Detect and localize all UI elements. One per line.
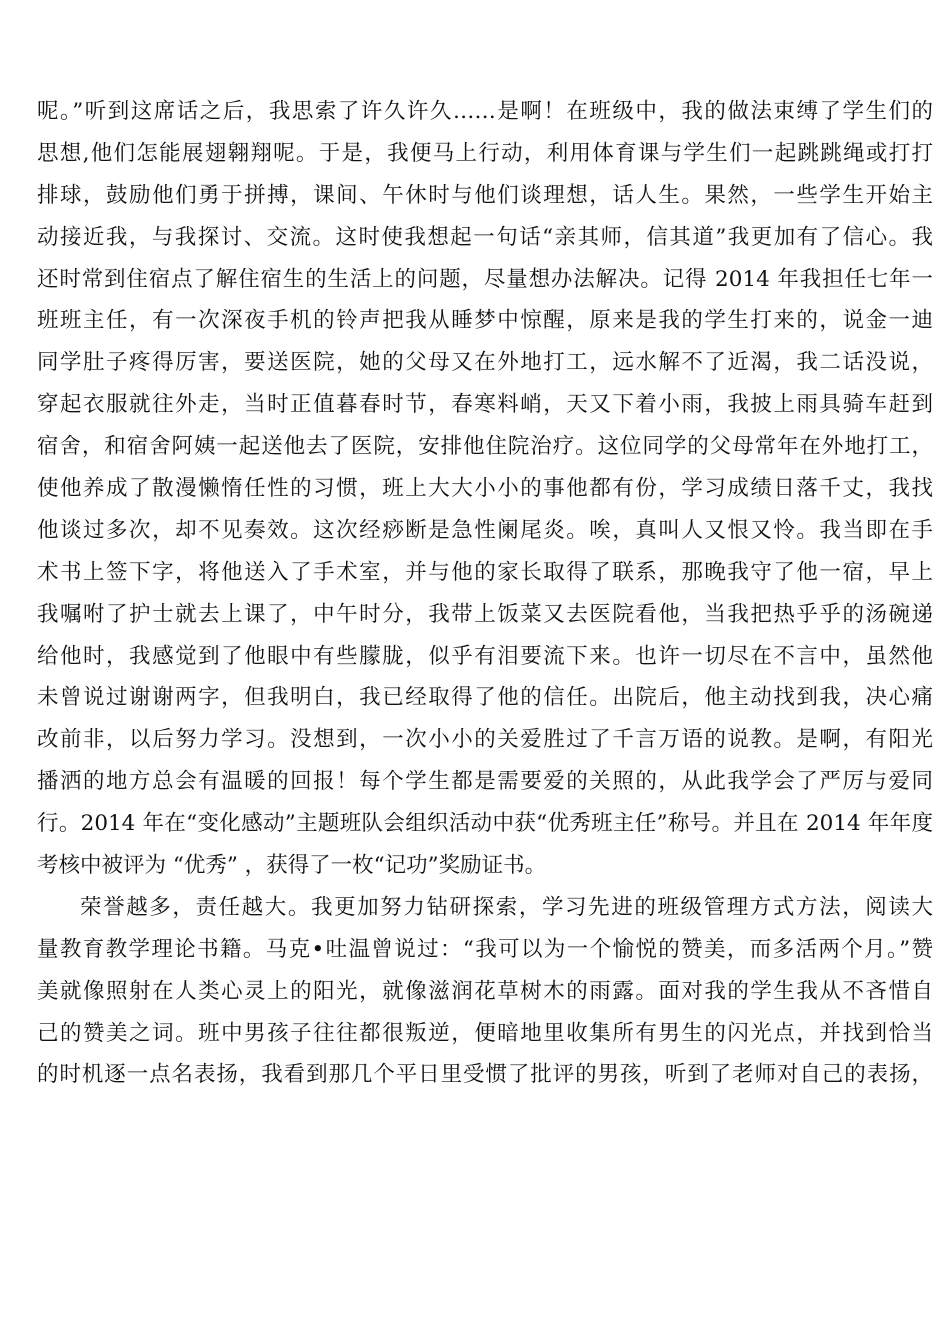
text-line: 己的赞美之词。班中男孩子往往都很叛逆，便暗地里收集所有男生的闪光点，并找到恰当 bbox=[37, 1020, 933, 1046]
text-line: 量教育教学理论书籍。马克•吐温曾说过：“我可以为一个愉悦的赞美，而多活两个月。”赞 bbox=[37, 936, 933, 962]
text-line: 行。2014 年在“变化感动”主题班队会组织活动中获“优秀班主任”称号。并且在 2014 年年度 bbox=[37, 811, 933, 837]
text-line: 改前非，以后努力学习。没想到，一次小小的关爱胜过了千言万语的说教。是啊，有阳光 bbox=[37, 727, 933, 753]
document-page bbox=[37, 91, 933, 1096]
text-line: 穿起衣服就往外走，当时正值暮春时节，春寒料峭，天又下着小雨，我披上雨具骑车赶到 bbox=[37, 392, 933, 418]
text-line: 宿舍，和宿舍阿姨一起送他去了医院，安排他住院治疗。这位同学的父母常年在外地打工， bbox=[37, 434, 933, 460]
text-line: 思想,他们怎能展翅翱翔呢。于是，我便马上行动，利用体育课与学生们一起跳跳绳或打打 bbox=[37, 140, 933, 166]
text-line: 的时机逐一点名表扬，我看到那几个平日里受惯了批评的男孩，听到了老师对自己的表扬， bbox=[37, 1062, 933, 1088]
text-line: 美就像照射在人类心灵上的阳光，就像滋润花草树木的雨露。面对我的学生我从不吝惜自 bbox=[37, 978, 933, 1004]
text-line: 考核中被评为 “优秀” ，获得了一枚“记功”奖励证书。 bbox=[37, 853, 547, 879]
paragraph-2 bbox=[37, 887, 933, 1096]
text-line: 播洒的地方总会有温暖的回报！每个学生都是需要爱的关照的，从此我学会了严厉与爱同 bbox=[37, 769, 933, 795]
text-line: 班班主任，有一次深夜手机的铃声把我从睡梦中惊醒，原来是我的学生打来的，说金一迪 bbox=[37, 308, 933, 334]
text-line: 动接近我，与我探讨、交流。这时使我想起一句话“亲其师，信其道”我更加有了信心。我 bbox=[37, 224, 933, 250]
text-line: 术书上签下字，将他送入了手术室，并与他的家长取得了联系，那晚我守了他一宿，早上 bbox=[37, 559, 933, 585]
text-line: 荣誉越多，责任越大。我更加努力钻研探索，学习先进的班级管理方式方法，阅读大 bbox=[80, 894, 933, 920]
text-line: 他谈过多次，却不见奏效。这次经痧断是急性阑尾炎。唉，真叫人又恨又怜。我当即在手 bbox=[37, 517, 933, 543]
text-line: 使他养成了散漫懒惰任性的习惯，班上大大小小的事他都有份，学习成绩日落千丈，我找 bbox=[37, 476, 933, 502]
text-line: 给他时，我感觉到了他眼中有些朦胧，似乎有泪要流下来。也许一切尽在不言中，虽然他 bbox=[37, 643, 933, 669]
text-line: 还时常到住宿点了解住宿生的生活上的问题，尽量想办法解决。记得 2014 年我担任七年一 bbox=[37, 266, 933, 292]
text-line: 排球，鼓励他们勇于拼搏，课间、午休时与他们谈理想，话人生。果然，一些学生开始主 bbox=[37, 182, 933, 208]
text-line: 我嘱咐了护士就去上课了，中午时分，我带上饭菜又去医院看他，当我把热乎乎的汤碗递 bbox=[37, 601, 933, 627]
text-line: 同学肚子疼得厉害，要送医院，她的父母又在外地打工，远水解不了近渴，我二话没说， bbox=[37, 350, 933, 376]
paragraph-1 bbox=[37, 91, 933, 887]
text-line: 未曾说过谢谢两字，但我明白，我已经取得了他的信任。出院后，他主动找到我，决心痛 bbox=[37, 685, 933, 711]
text-line: 呢。”听到这席话之后，我思索了许久许久……是啊！在班级中，我的做法束缚了学生们的 bbox=[37, 99, 933, 124]
